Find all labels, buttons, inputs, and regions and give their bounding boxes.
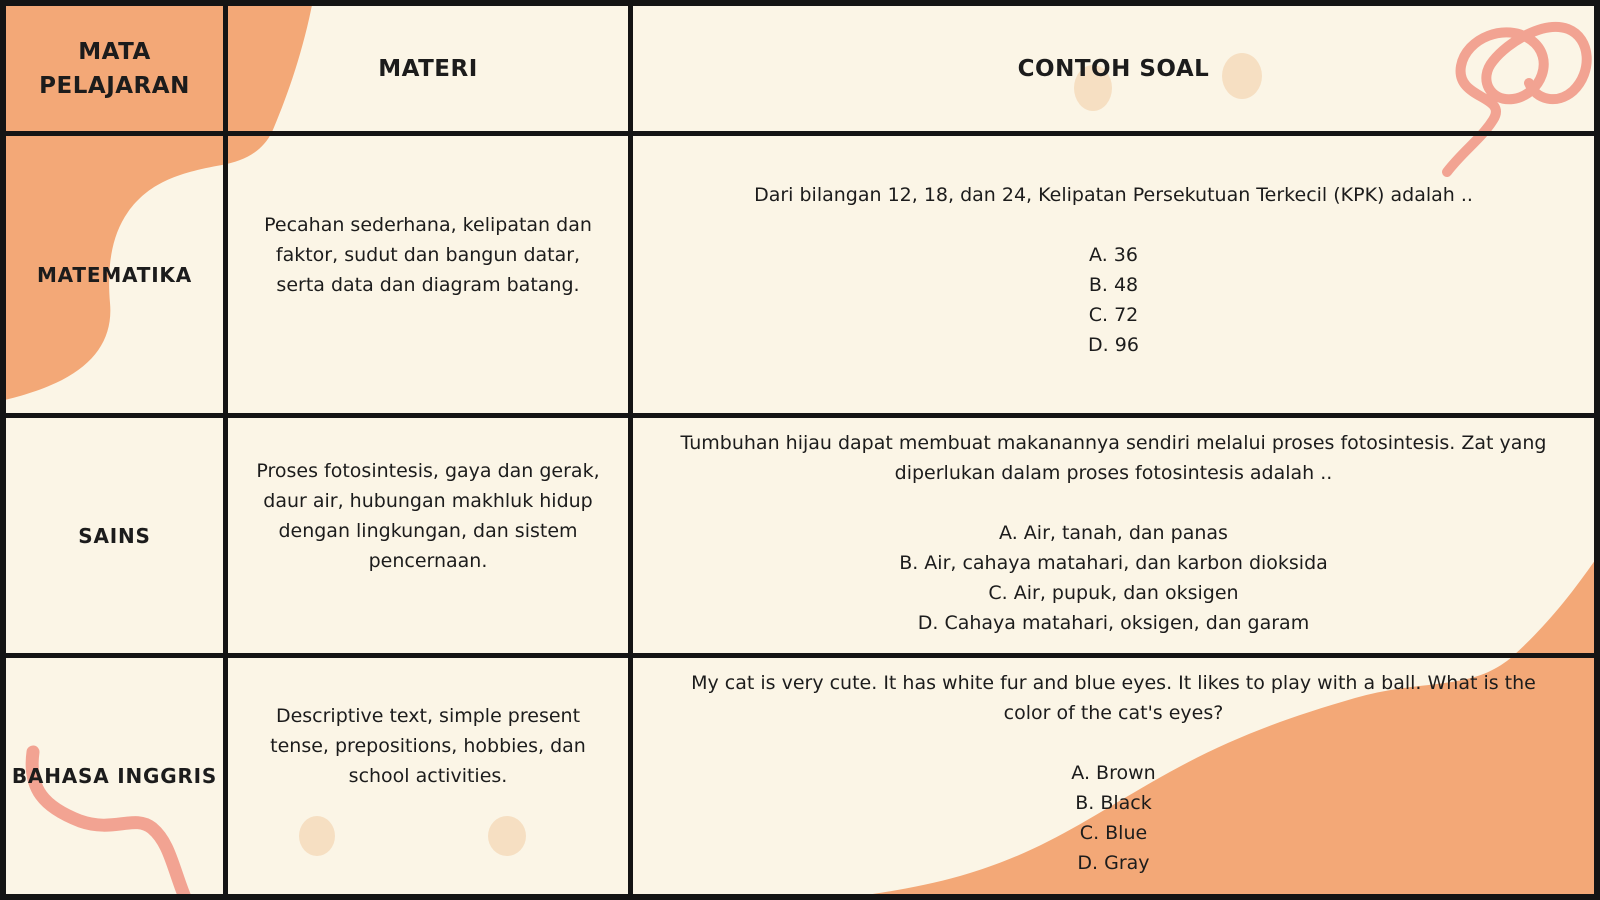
soal-bahasa-inggris xyxy=(633,658,1594,894)
subject-label: SAINS xyxy=(78,523,151,548)
header-mata-pelajaran xyxy=(6,6,223,131)
option: B. Air, cahaya matahari, dan karbon dioksida xyxy=(899,552,1328,574)
header-contoh-soal xyxy=(633,6,1594,131)
options-list xyxy=(1071,758,1155,878)
soal-sains xyxy=(633,418,1594,653)
subject-bahasa-inggris xyxy=(6,658,223,894)
materi-sains xyxy=(228,418,628,653)
materi-matematika xyxy=(228,136,628,413)
option: A. 36 xyxy=(1089,244,1138,266)
materi-text: Descriptive text, simple present tense, prepositions, hobbies, dan school activities. xyxy=(270,705,586,787)
option: C. 72 xyxy=(1088,304,1139,326)
soal-matematika xyxy=(633,136,1594,413)
subject-label: MATEMATIKA xyxy=(36,262,193,287)
materi-bahasa-inggris xyxy=(228,658,628,894)
question-text: My cat is very cute. It has white fur and blue eyes. It likes to play with a ball. What is the color of the cat's eyes? xyxy=(691,672,1536,724)
option: D. 96 xyxy=(1088,334,1139,356)
options-list xyxy=(899,518,1328,638)
materi-text: Proses fotosintesis, gaya dan gerak, daur air, hubungan makhluk hidup dengan lingkungan, dan sistem pencernaan. xyxy=(256,459,600,572)
option: A. Air, tanah, dan panas xyxy=(999,522,1228,544)
option: B. 48 xyxy=(1088,274,1139,296)
option: C. Blue xyxy=(1079,822,1148,844)
header-materi xyxy=(228,6,628,131)
question-text: Dari bilangan 12, 18, dan 24, Kelipatan Persekutuan Terkecil (KPK) adalah .. xyxy=(754,184,1473,206)
header-label: MATERI xyxy=(378,55,478,82)
subject-sains xyxy=(6,418,223,653)
option: D. Cahaya matahari, oksigen, dan garam xyxy=(917,612,1310,634)
subject-label: BAHASA INGGRIS xyxy=(11,764,218,788)
header-label: CONTOH SOAL xyxy=(1017,55,1210,82)
subject-matematika xyxy=(6,136,223,413)
option: B. Black xyxy=(1075,792,1152,814)
materi-text: Pecahan sederhana, kelipatan dan faktor, sudut dan bangun datar, serta data dan diagram batang. xyxy=(264,213,592,296)
header-label: MATA PELAJARAN xyxy=(39,38,190,99)
option: A. Brown xyxy=(1071,762,1156,784)
question-text: Tumbuhan hijau dapat membuat makanannya sendiri melalui proses fotosintesis. Zat yang diperlukan dalam proses fotosintesis adalah .. xyxy=(680,432,1547,484)
options-list xyxy=(1088,240,1139,360)
option: D. Gray xyxy=(1077,852,1150,874)
option: C. Air, pupuk, dan oksigen xyxy=(988,582,1239,604)
